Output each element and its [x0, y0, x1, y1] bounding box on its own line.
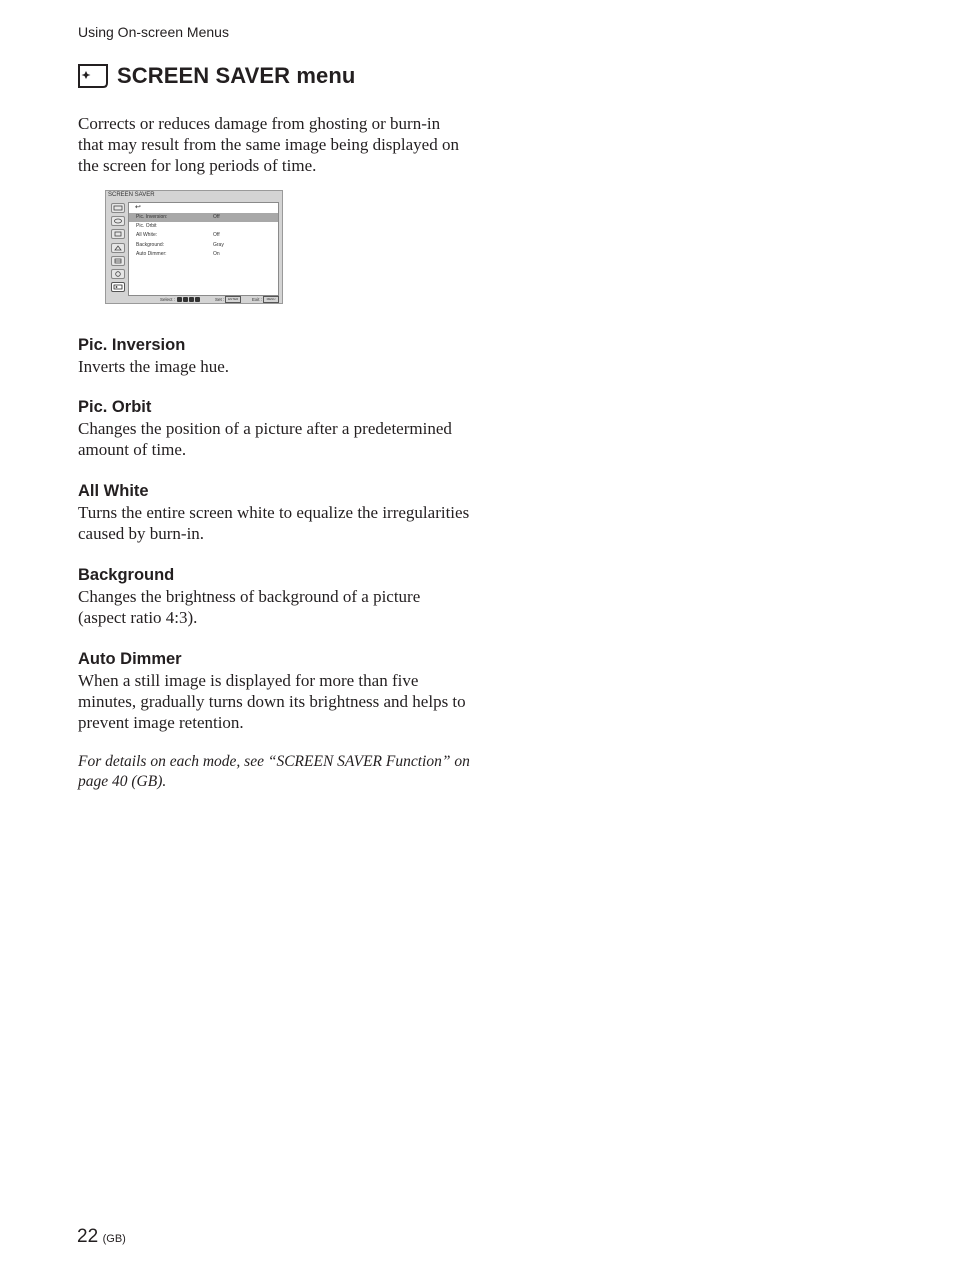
screen-saver-icon: [77, 62, 109, 90]
section-all-white: [78, 481, 470, 544]
return-icon: ↩: [135, 204, 141, 211]
osd-sidebar: [109, 203, 127, 295]
osd-row-label: Background:: [136, 241, 165, 248]
osd-menu-figure: [105, 190, 283, 304]
section-heading: Background: [78, 566, 175, 584]
osd-row-value: Gray: [213, 241, 224, 248]
menu-key-icon: MENU: [263, 296, 279, 303]
intro-paragraph: Corrects or reduces damage from ghosting or burn-in that may result from the same image being displayed on the screen for long periods of time.: [78, 114, 459, 175]
osd-row-all-white: [129, 231, 278, 240]
osd-row-value: On: [213, 250, 220, 257]
osd-select-hint: [160, 295, 200, 304]
section-auto-dimmer: [78, 649, 470, 733]
enter-key-icon: ENTER: [225, 296, 241, 303]
osd-panel: [128, 202, 279, 296]
page-number: 22: [77, 1226, 99, 1247]
section-text: When a still image is displayed for more than five minutes, gradually turns down its brightness and helps to prevent image retention.: [78, 671, 466, 732]
section-pic-orbit: [78, 397, 470, 460]
section-background: [78, 565, 470, 628]
section-pic-inversion: [78, 335, 470, 377]
osd-row-background: [129, 241, 278, 250]
picture-icon: [111, 203, 125, 213]
osd-row-auto-dimmer: [129, 250, 278, 259]
running-head: Using On-screen Menus: [78, 24, 229, 40]
osd-row-pic-inversion: [129, 213, 278, 222]
osd-row-label: Auto Dimmer:: [136, 250, 167, 257]
osd-row-label: Pic. Inversion:: [136, 214, 168, 220]
osd-set-label: Set :: [215, 297, 225, 302]
osd-title: SCREEN SAVER: [108, 192, 155, 198]
osd-exit-label: Exit :: [252, 297, 263, 302]
osd-footer: [106, 295, 282, 304]
section-text: Turns the entire screen white to equalize the irregularities caused by burn-in.: [78, 503, 470, 543]
osd-row-value: Off: [213, 232, 220, 239]
arrow-keys-icon: [176, 297, 200, 302]
page-footer: [77, 1226, 126, 1248]
section-text: Changes the brightness of background of a picture (aspect ratio 4:3).: [78, 587, 421, 627]
osd-set-hint: [215, 295, 241, 304]
osd-row-label: Pic. Orbit: [136, 223, 157, 230]
timer-icon: [111, 269, 125, 279]
section-heading: Pic. Orbit: [78, 398, 152, 416]
osd-rows: [129, 213, 278, 259]
section-heading: All White: [78, 482, 149, 500]
osd-row-pic-orbit: [129, 222, 278, 231]
section-heading: Auto Dimmer: [78, 650, 182, 668]
title-row: [77, 62, 355, 90]
options-icon: [111, 256, 125, 266]
setup-icon: [111, 243, 125, 253]
osd-row-label: All White:: [136, 232, 158, 239]
osd-row-value: Off: [213, 214, 220, 220]
section-text: Inverts the image hue.: [78, 357, 230, 376]
section-heading: Pic. Inversion: [78, 336, 186, 354]
page-title: SCREEN SAVER menu: [117, 63, 356, 88]
reference-note: For details on each mode, see “SCREEN SAVER Function” on page 40 (GB).: [78, 753, 470, 790]
osd-exit-hint: [252, 295, 279, 304]
page-suffix: (GB): [102, 1233, 126, 1245]
screen-saver-icon: [111, 282, 125, 292]
section-text: Changes the position of a picture after a predetermined amount of time.: [78, 419, 452, 459]
screen-icon: [111, 229, 125, 239]
osd-select-label: Select :: [160, 297, 176, 302]
sound-icon: [111, 216, 125, 226]
